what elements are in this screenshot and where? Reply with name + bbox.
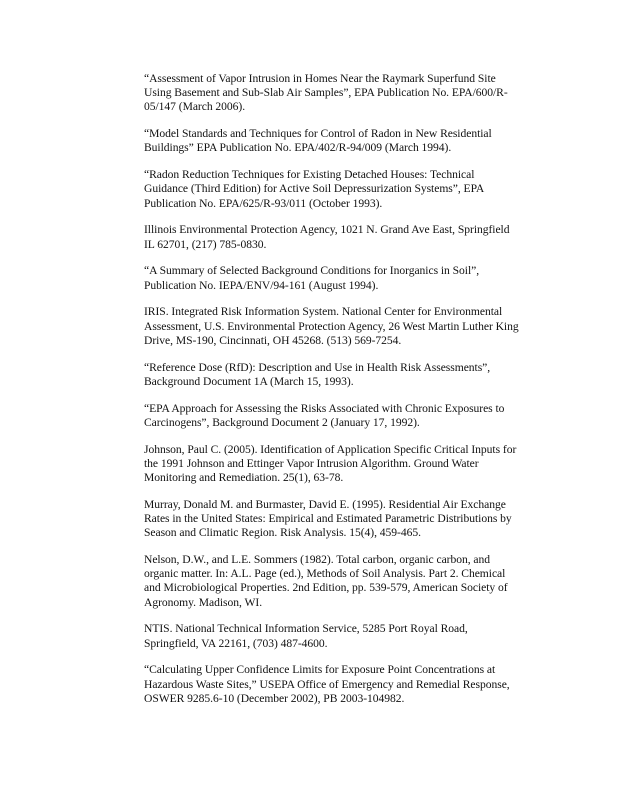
- reference-iris: IRIS. Integrated Risk Information System. National Center for Environmental Assessment, U.S. Environmental Protection Agency, 26 West Martin Luther King Drive, MS-190, Cincinnati, OH 45268. (513) 569-7254.: [144, 305, 519, 347]
- reference-list: [144, 72, 546, 719]
- reference-murray-burmaster-1995: Murray, Donald M. and Burmaster, David E. (1995). Residential Air Exchange Rates in the United States: Empirical and Estimated Parametric Distributions by Season and Climatic Region. Risk Analysis. 15(4), 459-465.: [144, 497, 512, 540]
- reference-chronic-carcinogens: “EPA Approach for Assessing the Risks Associated with Chronic Exposures to Carcinogens”, Background Document 2 (January 17, 1992).: [144, 401, 505, 429]
- reference-radon-reduction-techniques: “Radon Reduction Techniques for Existing Detached Houses: Technical Guidance (Third Edition) for Active Soil Depressurization Systems”, EPA Publication No. EPA/625/R-93/011 (October 1993).: [144, 168, 485, 210]
- reference-radon-model-standards: “Model Standards and Techniques for Control of Radon in New Residential Buildings” EPA Publication No. EPA/402/R-94/009 (March 1994).: [144, 127, 492, 155]
- reference-raymark-vapor-intrusion: “Assessment of Vapor Intrusion in Homes Near the Raymark Superfund Site Using Basement and Sub-Slab Air Samples”, EPA Publication No. EPA/600/R- 05/147 (March 2006).: [144, 72, 508, 114]
- reference-illinois-epa: Illinois Environmental Protection Agency, 1021 N. Grand Ave East, Springfield IL 62701, (217) 785-0830.: [144, 223, 510, 251]
- reference-background-inorganics: “A Summary of Selected Background Conditions for Inorganics in Soil”, Publication No. IEPA/ENV/94-161 (August 1994).: [144, 264, 480, 292]
- reference-ntis: NTIS. National Technical Information Service, 5285 Port Royal Road, Springfield, VA 22161, (703) 487-4600.: [144, 622, 468, 650]
- reference-nelson-sommers-1982: Nelson, D.W., and L.E. Sommers (1982). Total carbon, organic carbon, and organic matter. In: A.L. Page (ed.), Methods of Soil Analysis. Part 2. Chemical and Microbiological Properties. 2nd Edition, pp. 539-579, American Society of Agronomy. Madison, WI.: [144, 553, 508, 609]
- reference-upper-confidence-limits: “Calculating Upper Confidence Limits for Exposure Point Concentrations at Hazardous Waste Sites,” USEPA Office of Emergency and Remedial Response, OSWER 9285.6-10 (December 2002), PB 2003-104982.: [144, 663, 510, 705]
- reference-rfd-description: “Reference Dose (RfD): Description and Use in Health Risk Assessments”, Background Document 1A (March 15, 1993).: [144, 360, 491, 388]
- reference-johnson-2005: Johnson, Paul C. (2005). Identification of Application Specific Critical Inputs for the 1991 Johnson and Ettinger Vapor Intrusion Algorithm. Ground Water Monitoring and Remediation. 25(1), 63-78.: [144, 442, 517, 485]
